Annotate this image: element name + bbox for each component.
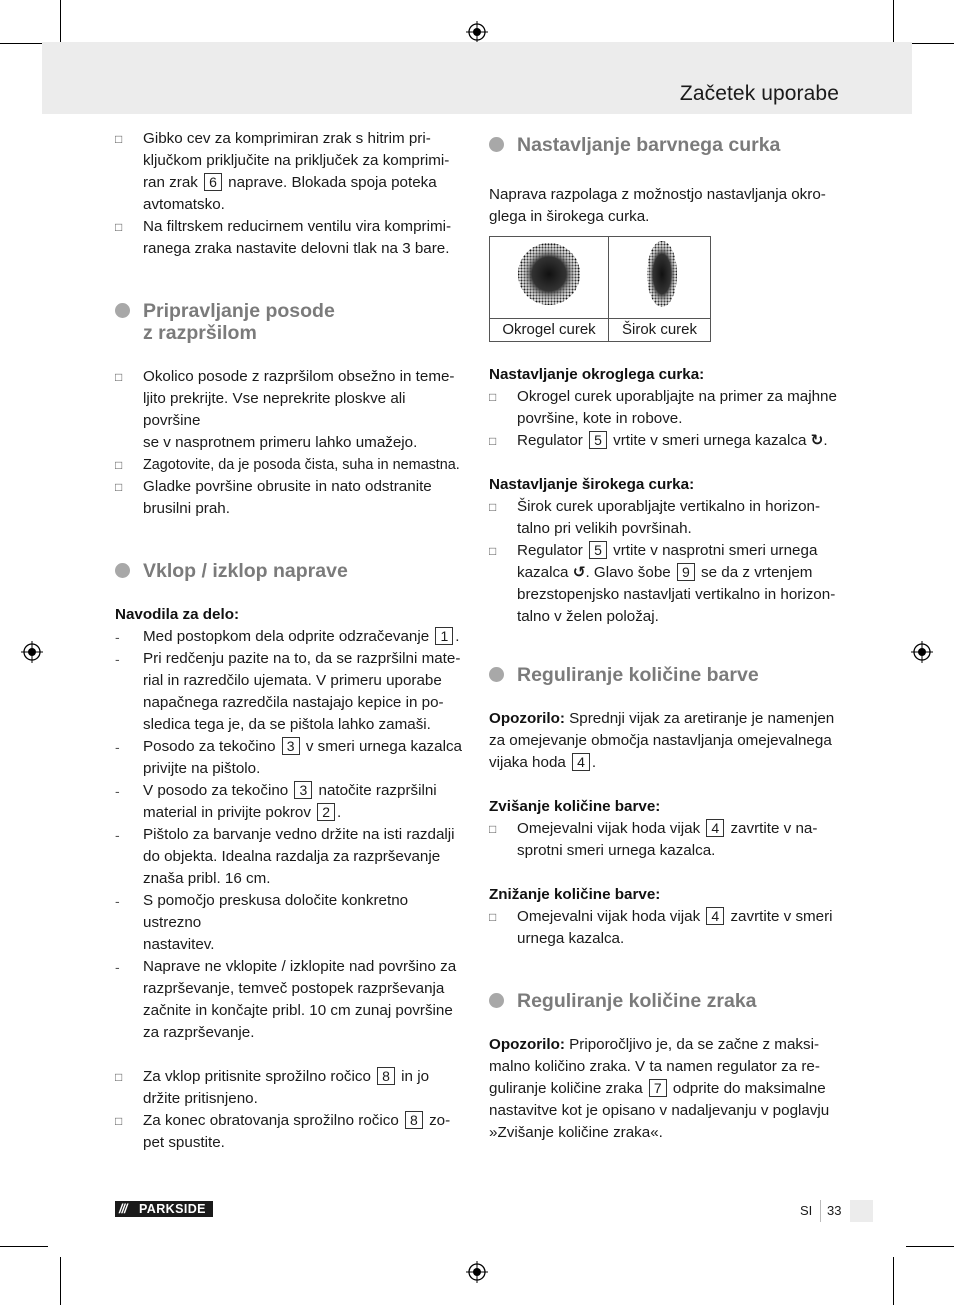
section-heading: Reguliranje količine barve [489,664,841,686]
part-number: 7 [649,1079,667,1097]
spray-pattern-table [489,236,711,342]
crop-mark [0,43,48,44]
checkbox-bullet-icon: □ [489,434,497,448]
part-number: 4 [706,819,724,837]
page-number: 33 [827,1203,842,1218]
language-code: SI [800,1203,813,1218]
section-heading: Pripravljanje posode z razpršilom [115,300,467,344]
checkbox-bullet-icon: □ [115,458,123,472]
left-column [115,128,467,1154]
list-item: - Naprave ne vklopite / izklopite nad površino za razprševanje, temveč postopek razprševanja začnite in končajte pribl. 10 cm zunaj površine za razprševanje. [115,958,457,1041]
list-item: - Pri redčenju pazite na to, da se razpršilni mate- rial in razredčilo ujemata. V primeru uporabe napačnega razredčila nastajajo kepice in po- sledica tega je, da se pištola lahko zamaši. [115,650,461,733]
registration-mark-icon [911,641,933,663]
crop-mark [60,1257,61,1305]
part-number: 5 [589,431,607,449]
list-item: □ Na filtrskem reducirnem ventilu vira komprimi- ranega zraka nastavite delovni tlak na 3 bare. [115,218,452,257]
list-item: - Posodo za tekočino 3 v smeri urnega kazalca privijte na pištolo. [115,738,462,777]
subheading: Nastavljanje širokega curka: [489,476,695,493]
list-item: □ Za vklop pritisnite sprožilno ročico 8 in jo držite pritisnjeno. [115,1068,430,1107]
list-item: □ Zagotovite, da je posoda čista, suha in nemastna. [115,454,467,476]
crop-mark [906,1246,954,1247]
part-number: 1 [435,627,453,645]
crop-mark [60,0,61,48]
list-item: □ Širok curek uporabljajte vertikalno in horizon- talno pri velikih površinah. [489,498,821,537]
part-number: 3 [294,781,312,799]
page-tab-box [850,1200,873,1222]
section-heading: Nastavljanje barvnega curka [489,134,841,156]
list-item: - Med postopkom dela odprite odzračevanje 1 . [115,628,460,645]
list-item: □ Gibko cev za komprimiran zrak s hitrim pri- ključkom priključite na priključek za komprimi- ran zrak 6 naprave. Blokada spoja poteka avtomatsko. [115,130,450,213]
part-number: 3 [282,737,300,755]
page-title: Začetek uporabe [679,82,839,105]
list-item: - V posodo za tekočino 3 natočite razpršilni material in privijte pokrov 2 . [115,782,437,821]
list-item: □ Okrogel curek uporabljajte na primer za majhne površine, kote in robove. [489,388,837,427]
checkbox-bullet-icon: □ [489,390,497,404]
list-item: - S pomočjo preskusa določite konkretno ustrezno nastavitev. [115,892,409,953]
bullet-dot-icon [489,667,504,682]
wide-spray-pattern-icon [609,237,710,311]
list-item: □ Gladke površine obrusite in nato odstranite brusilni prah. [115,478,432,517]
subheading: Navodila za delo: [115,606,240,623]
crop-mark [893,0,894,48]
subheading: Znižanje količine barve: [489,886,661,903]
part-number: 6 [204,173,222,191]
right-column: Nastavljanje barvnega curka Naprava razpolaga z možnostjo nastavljanja okro- glega in širokega curka. Okrogel curek Širok curek Nastavljanje okroglega curka: □ Okrogel curek uporabljajte na primer za majhne površine, kote in robove. □ Regulator 5 vrtite v smeri urnega kazalca ↻. Nastavljanje širokega curka: □ Širok curek uporabljajte vertikalno in horizon- talno pri velikih površinah. □ Regulator 5 vrtite v nasprotni smeri urnega kazalca ↺. Glavo šobe 9 se da z vrtenjem brezstopenjsko nastavljati vertikalno in horizon- talno v želen položaj. Reguliranje količine barve Opozorilo: Sprednji vijak za aretiranje je namenjen za omejevanje območja nastavljanja omejevalnega vijaka hoda 4 . Zvišanje količine barve: □ Omejevalni vijak hoda vijak 4 zavrtite v na- sprotni smeri urnega kazalca. Znižanje količine barve: □ Omejevalni vijak hoda vijak 4 zavrtite v smeri urnega kazalca. Reguliranje količine zraka Opozorilo: Priporočljivo je, da se začne z maksi- malno količino zraka. V ta namen regulator za re- guliranje količine zraka 7 odprite do maksimalne nastavitve kot je opisano v nadaljevanju v poglavju »Zvišanje količine zraka«. [489,128,841,1144]
bullet-dot-icon [489,137,504,152]
checkbox-bullet-icon: □ [489,544,497,558]
part-number: 8 [377,1067,395,1085]
checkbox-bullet-icon: □ [115,220,123,234]
registration-mark-icon [466,21,488,43]
list-item: - Pištolo za barvanje vedno držite na isti razdalji do objekta. Idealna razdalja za razprševanje znaša pribl. 16 cm. [115,826,455,887]
table-cell: Okrogel curek [490,319,609,342]
checkbox-bullet-icon: □ [489,910,497,924]
registration-mark-icon [466,1261,488,1283]
part-number: 5 [589,541,607,559]
part-number: 9 [677,563,695,581]
checkbox-bullet-icon: □ [115,1114,123,1128]
checkbox-bullet-icon: □ [115,1070,123,1084]
parkside-logo: /// PARKSIDE [115,1201,213,1217]
checkbox-bullet-icon: □ [115,370,123,384]
round-spray-pattern-icon [490,237,608,311]
subheading: Nastavljanje okroglega curka: [489,366,705,383]
divider [820,1200,821,1222]
section-heading: Reguliranje količine zraka [489,990,841,1012]
list-item: □ Omejevalni vijak hoda vijak 4 zavrtite v na- sprotni smeri urnega kazalca. [489,820,818,859]
crop-mark [0,1246,48,1247]
clockwise-arrow-icon: ↻ [810,432,824,449]
part-number: 4 [572,753,590,771]
bullet-dot-icon [489,993,504,1008]
crop-mark [906,43,954,44]
list-item: □ Regulator 5 vrtite v smeri urnega kazalca ↻. [489,430,841,452]
part-number: 4 [706,907,724,925]
crop-mark [893,1257,894,1305]
list-item: □ Omejevalni vijak hoda vijak 4 zavrtite v smeri urnega kazalca. [489,908,833,947]
list-item: □ Za konec obratovanja sprožilno ročico 8 zo- pet spustite. [115,1112,451,1151]
section-heading: Vklop / izklop naprave [115,560,467,582]
counterclockwise-arrow-icon: ↺ [572,564,586,581]
subheading: Zvišanje količine barve: [489,798,661,815]
part-number: 8 [405,1111,423,1129]
part-number: 2 [317,803,335,821]
list-item: □ Okolico posode z razpršilom obsežno in teme- ljito prekrijte. Vse neprekrite ploskve ali površine se v nasprotnem primeru lahko umažejo. [115,368,455,451]
checkbox-bullet-icon: □ [115,480,123,494]
checkbox-bullet-icon: □ [489,822,497,836]
bullet-dot-icon [115,303,130,318]
table-cell: Širok curek [609,319,711,342]
registration-mark-icon [21,641,43,663]
list-item: □ Regulator 5 vrtite v nasprotni smeri urnega kazalca ↺. Glavo šobe 9 se da z vrtenjem brezstopenjsko nastavljati vertikalno in horizon- talno v želen položaj. [489,542,836,625]
bullet-dot-icon [115,563,130,578]
checkbox-bullet-icon: □ [115,132,123,146]
checkbox-bullet-icon: □ [489,500,497,514]
